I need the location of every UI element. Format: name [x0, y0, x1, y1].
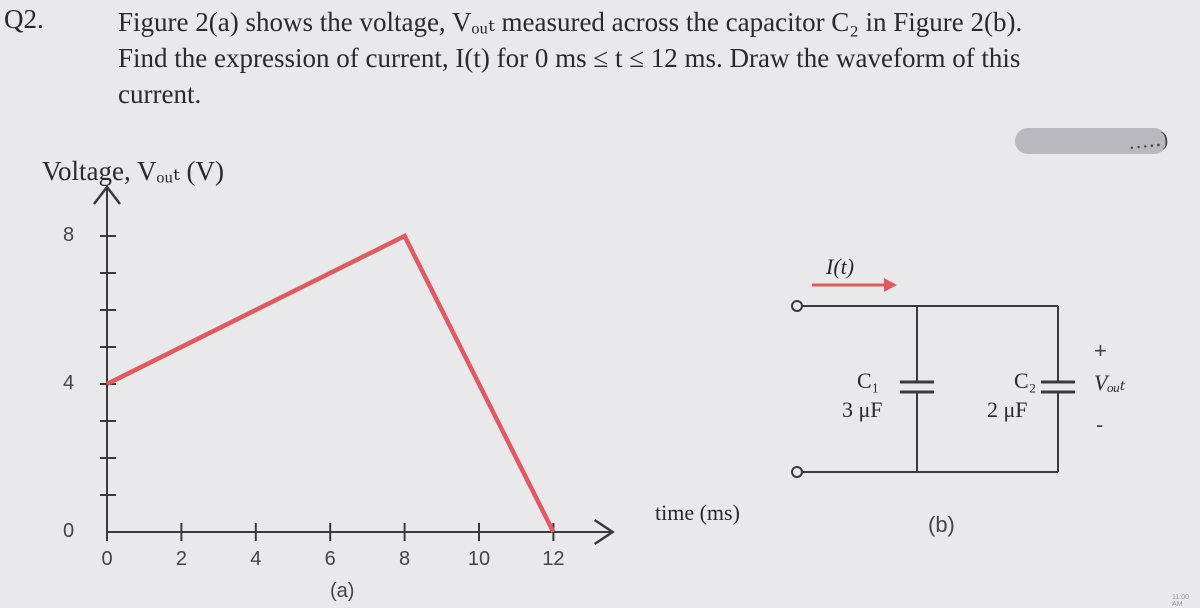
x-tick-label: 8 — [399, 548, 411, 570]
x-tick-label: 6 — [324, 548, 336, 570]
minus-sign: - — [1096, 412, 1104, 437]
x-tick-label: 4 — [250, 548, 262, 570]
x-tick-label: 10 — [467, 548, 491, 570]
c1-value: 3 μF — [842, 397, 883, 422]
plus-sign: + — [1094, 338, 1107, 363]
y-tick-label: 8 — [63, 224, 75, 246]
current-arrow-icon — [812, 278, 897, 292]
voltage-line — [107, 236, 553, 532]
x-tick-label: 0 — [101, 548, 113, 570]
c1-name: C₁ — [857, 368, 880, 393]
timestamp: 11:00 AM — [1172, 594, 1189, 608]
x-tick-label: 12 — [542, 548, 565, 570]
terminal-bottom — [792, 467, 802, 477]
chart-series — [107, 236, 553, 532]
question-number: Q2. — [4, 4, 44, 34]
y-axis-title: Voltage, Vₒᵤₜ (V) — [42, 156, 225, 186]
c2-value: 2 μF — [987, 397, 1028, 422]
question-line-3: current. — [118, 79, 202, 109]
x-axis-title: time (ms) — [655, 500, 740, 525]
y-tick-label: 0 — [63, 520, 75, 542]
c2-name: C₂ — [1014, 368, 1037, 393]
corner-handwriting: …‥) — [1127, 127, 1170, 155]
question-line-2: Find the expression of current, I(t) for 0 ms ≤ t ≤ 12 ms. Draw the waveform of this — [118, 43, 1021, 73]
terminal-top — [792, 301, 802, 311]
question-line-1: Figure 2(a) shows the voltage, Vₒᵤₜ measured across the capacitor C₂ in Figure 2(b). — [118, 7, 1023, 37]
y-tick-label: 4 — [63, 372, 75, 394]
vout-label: Vₒᵤₜ — [1094, 370, 1126, 395]
current-label: I(t) — [826, 254, 855, 279]
figure-b-caption: (b) — [928, 512, 955, 537]
x-tick-label: 2 — [175, 548, 187, 570]
figure-a-caption: (a) — [330, 580, 355, 602]
